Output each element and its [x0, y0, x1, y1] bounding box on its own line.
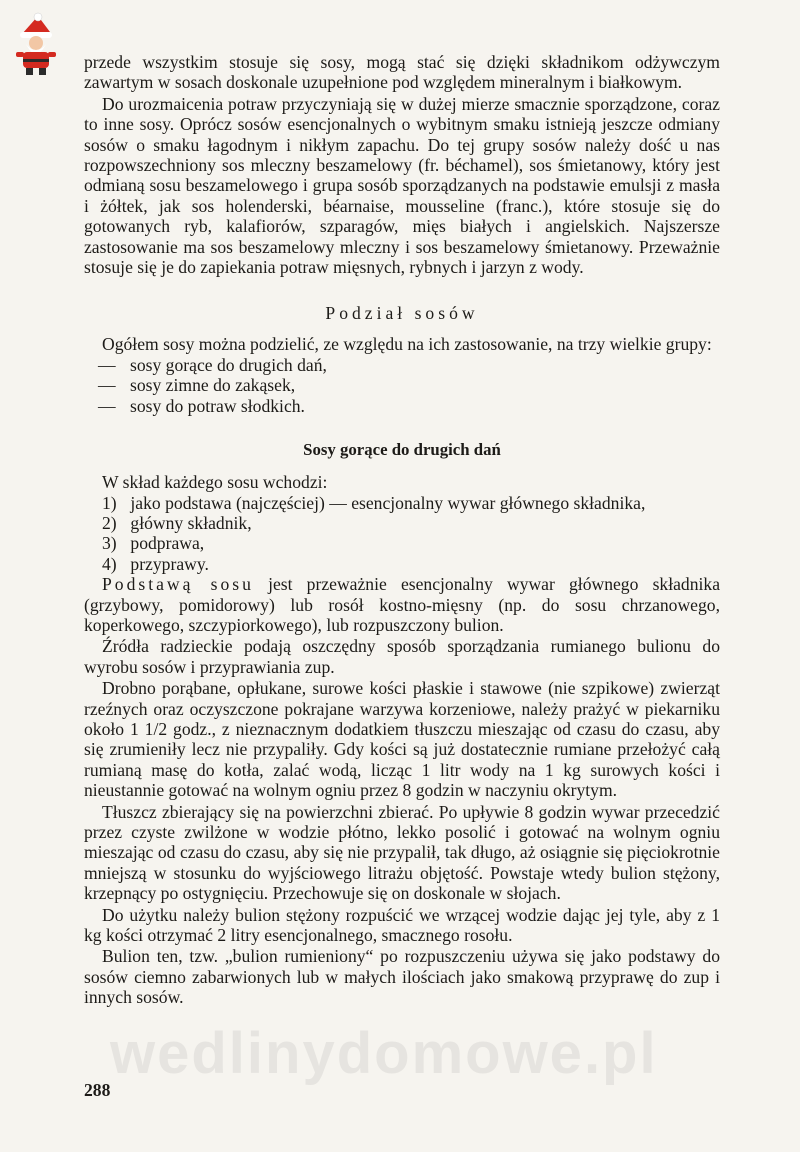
section-heading-hot-sauces: Sosy gorące do drugich dań: [303, 440, 501, 460]
paragraph-groups-intro: Ogółem sosy można podzielić, ze względu na ich zastosowanie, na trzy wielkie grupy:: [102, 334, 712, 355]
paragraph-bones: Drobno porąbane, opłukane, surowe kości płaskie i stawowe (nie szpikowe) zwierząt rzeźnych oraz oczyszczone pokrajane warzywa korzeniowe, należy prażyć w piekarniku około 1 1/2 godz., z nieznacznym dodatkiem tłuszczu mieszając od czasu do czasu, aby się zrumieniły lecz nie przypaliły. Gdy kości są już dostatecznie rumiane przełożyć całą rumianą masę do kotła, zalać wodą, licząc 1 litr wody na 1 kg surowych kości i nieustannie gotować na wolnym ogniu przez 8 godzin w naczyniu okrytym.: [84, 678, 720, 801]
list-item: — sosy do potraw słodkich.: [98, 395, 305, 416]
paragraph-basis: Podstawą sosu jest przeważnie esencjonalny wywar głównego składnika (grzybowy, pomidorowy) lub rosół kostno-mięsny (np. do sosu chrzanowego, koperkowego, szczypiorkowego), lub rozpuszczony bulion.: [84, 574, 721, 635]
list-item: 4) przyprawy.: [102, 553, 209, 574]
page-number: 288: [84, 1080, 111, 1100]
section-heading-division: Podział sosów: [325, 303, 479, 324]
paragraph-intro: przede wszystkim stosuje się sosy, mogą stać się dzięki składnikom odżywczym zawartym w sosach doskonale uzupełnione pod względem mineralnym i białkowym.: [84, 52, 720, 93]
paragraph-sources: Źródła radzieckie podają oszczędny sposób sporządzania rumianego bulionu do wyrobu sosów i przyprawiania zup.: [84, 636, 720, 677]
sauce-groups-list: [84, 355, 720, 416]
paragraph-final: Bulion ten, tzw. „bulion rumieniony“ po rozpuszczeniu używa się jako podstawy do sosów ciemno zabarwionych lub w małych ilościach jako smakową przyprawę do zup i innych sosów.: [84, 946, 720, 1008]
list-item: 3) podprawa,: [102, 533, 205, 554]
page-content: [84, 52, 720, 1008]
paragraph-fat: Tłuszcz zbierający się na powierzchni zbierać. Po upływie 8 godzin wywar przecedzić przez czyste zwilżone w wodzie płótno, lekko posolić i gotować na wolnym ogniu mieszając od czasu do czasu, aby się nie przypalił, tak długo, aż osiągnie się pięciokrotnie mniejszą w stosunku do wyjściowego litrażu objętość. Powstaje wtedy bulion stężony, krzepnący po ostygnięciu. Przechowuje się on doskonale w słojach.: [84, 801, 720, 904]
composition-list: [84, 493, 720, 575]
list-item: — sosy gorące do drugich dań,: [98, 354, 327, 375]
paragraph-use: Do użytku należy bulion stężony rozpuścić we wrzącej wodzie dając jej tyle, aby z 1 kg kości otrzymać 2 litry esencjonalnego, smacznego rosołu.: [84, 904, 720, 946]
santa-icon: [12, 12, 60, 78]
basis-lead: Podstawą sosu: [102, 574, 254, 595]
list-item: 1) jako podstawa (najczęściej) — esencjonalny wywar głównego składnika,: [102, 492, 646, 513]
watermark: wedlinydomowe.pl: [110, 1021, 658, 1086]
list-item: 2) główny składnik,: [102, 512, 252, 533]
paragraph-variety: Do urozmaicenia potraw przyczyniają się w dużej mierze smacznie sporządzone, coraz to inne sosy. Oprócz sosów esencjonalnych o wybitnym smaku istnieją jeszcze odmiany sosów o smaku łagodnym i nikłym zapachu. Do tej grupy sosów należy dość u nas rozpowszechniony sos mleczny beszamelowy (fr. béchamel), sos śmietanowy, który jest odmianą sosu beszamelowego i grupa sosób sporządzanych na podstawie emulsji z masła i żółtek, jak sos holenderski, béarnaise, mousseline (franc.), które stosuje się do gotowanych ryb, kalafiorów, szparagów, mięs białych i angielskich. Najszersze zastosowanie ma sos beszamelowy mleczny i sos beszamelowy śmietanowy. Przeważnie stosuje się je do zapiekania potraw mięsnych, rybnych i jarzyn z wody.: [84, 93, 720, 278]
list-item: — sosy zimne do zakąsek,: [98, 375, 296, 396]
paragraph-composition-intro: W skład każdego sosu wchodzi:: [102, 472, 328, 493]
